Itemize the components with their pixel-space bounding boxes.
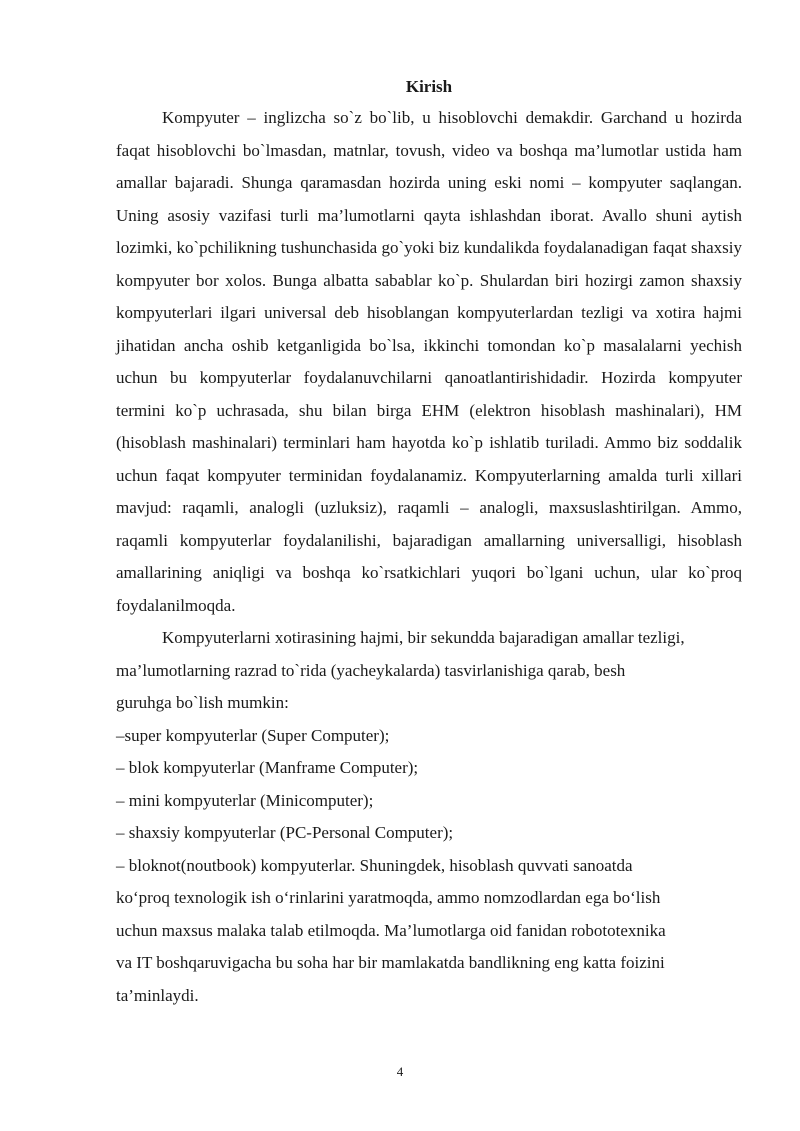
list-item: – mini kompyuterlar (Minicomputer);	[116, 790, 374, 810]
list-item: – blok kompyuterlar (Manframe Computer);	[116, 758, 419, 777]
tail-line: uchun maxsus malaka talab etilmoqda. Ma’lumotlarga oid fanidan robototexnika	[116, 920, 666, 940]
page-title: Kirish	[405, 77, 453, 96]
list-item: –super kompyuterlar (Super Computer);	[116, 725, 390, 745]
classification-paragraph-line-2: ma’lumotlarning razrad to`rida (yacheykalarda) tasvirlanishiga qarab, besh	[116, 660, 626, 680]
intro-paragraph: Kompyuter – inglizcha so`z bo`lib, u hisoblovchi demakdir. Garchand u hozirda faqat hisoblovchi bo`lmasdan, matnlar, tovush, video va boshqa ma’lumotlar ustida ham amallar bajaradi. Shunga qaramasdan hozirda uning eski nomi – kompyuter saqlangan. Uning asosiy vazifasi turli ma’lumotlarni qayta ishlashdan iborat. Avallo shuni aytish lozimki, ko`pchilikning tushunchasida go`yoki biz kundalikda foydalanadigan faqat shaxsiy kompyuter bor xolos. Bunga albatta sabablar ko`p. Shulardan biri hozirgi zamon shaxsiy kompyuterlari ilgari universal deb hisoblangan kompyuterlardan tezligi va xotira hajmi jihatidan ancha oshib ketganligida bo`lsa, ikkinchi tomondan ko`p masalalarni yechish uchun bu kompyuterlar foydalanuvchilarni qanoatlantirishidadir. Hozirda kompyuter termini ko`p uchrasada, shu bilan birga EHM (elektron hisoblash mashinalari), HM (hisoblash mashinalari) terminlari ham hayotda ko`p ishlatib turiladi. Ammo biz soddalik uchun faqat kompyuter terminidan foydalanamiz. Kompyuterlarning amalda turli xillari mavjud: raqamli, analogli (uzluksiz), raqamli – analogli, maxsuslashtirilgan. Ammo, raqamli kompyuterlar foydalanilishi, bajaradigan amallarning universalligi, hisoblash amallarining aniqligi va boshqa ko`rsatkichlari yuqori bo`lgani uchun, ular ko`proq foydalanilmoqda.	[116, 108, 742, 615]
tail-line: ko‘proq texnologik ish o‘rinlarini yaratmoqda, ammo nomzodlardan ega bo‘lish	[116, 888, 661, 907]
classification-paragraph-line-3: guruhga bo`lish mumkin:	[116, 693, 289, 712]
list-item: – shaxsiy kompyuterlar (PC-Personal Computer);	[116, 823, 454, 842]
tail-line: ta’minlaydi.	[116, 985, 199, 1005]
classification-paragraph-line-1: Kompyuterlarni xotirasining hajmi, bir sekundda bajaradigan amallar tezligi,	[162, 628, 685, 647]
list-item: – bloknot(noutbook) kompyuterlar. Shuningdek, hisoblash quvvati sanoatda	[116, 855, 633, 875]
document-page	[116, 76, 742, 1012]
tail-line: va IT boshqaruvigacha bu soha har bir mamlakatda bandlikning eng katta foizini	[116, 953, 665, 972]
page-number: 4	[396, 1064, 404, 1079]
